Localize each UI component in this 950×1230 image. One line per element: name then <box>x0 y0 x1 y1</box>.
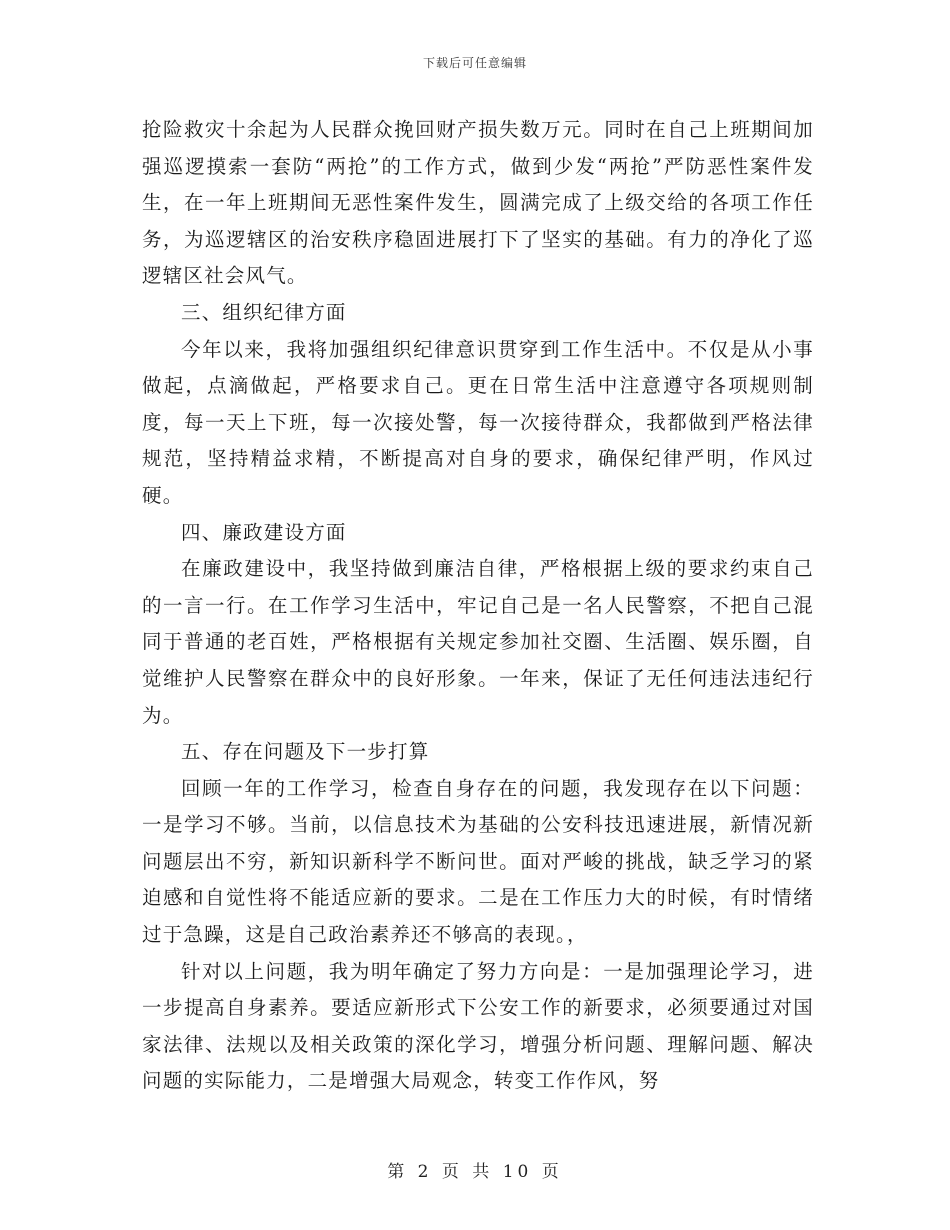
section-heading-integrity: 四、廉政建设方面 <box>181 520 347 544</box>
page-header: 下载后可任意编辑 <box>422 56 527 70</box>
page-number-footer: 第 2 页 共 10 页 <box>387 1162 563 1182</box>
section-heading-problems: 五、存在问题及下一步打算 <box>181 740 430 764</box>
document-body <box>142 112 814 1100</box>
paragraph-next-steps: 针对以上问题，我为明年确定了努力方向是：一是加强理论学习，进一步提高自身素养。要适应新形式下公安工作的新要求，必须要通过对国家法律、法规以及相关政策的深化学习，增强分析问题、理解问题、解决问题的实际能力，二是增强大局观念，转变工作作风，努 <box>142 959 814 1093</box>
paragraph-problems: 回顾一年的工作学习，检查自身存在的问题，我发现存在以下问题：一是学习不够。当前，以信息技术为基础的公安科技迅速进展，新情况新问题层出不穷，新知识新科学不断问世。面对严峻的挑战，缺乏学习的紧迫感和自觉性将不能适应新的要求。二是在工作压力大的时候，有时情绪过于急躁，这是自己政治素养还不够高的表现。， <box>142 776 814 947</box>
paragraph-integrity: 在廉政建设中，我坚持做到廉洁自律，严格根据上级的要求约束自己的一言一行。在工作学习生活中，牢记自己是一名人民警察，不把自己混同于普通的老百姓，严格根据有关规定参加社交圈、生活圈、娱乐圈，自觉维护人民警察在群众中的良好形象。一年来，保证了无任何违法违纪行为。 <box>142 557 814 727</box>
section-heading-discipline: 三、组织纪律方面 <box>181 300 347 324</box>
paragraph-continuation: 抢险救灾十余起为人民群众挽回财产损失数万元。同时在自己上班期间加强巡逻摸索一套防“两抢”的工作方式，做到少发“两抢”严防恶性案件发生，在一年上班期间无恶性案件发生，圆满完成了上级交给的各项工作任务，为巡逻辖区的治安秩序稳固进展打下了坚实的基础。有力的净化了巡逻辖区社会风气。 <box>142 118 814 288</box>
paragraph-discipline: 今年以来，我将加强组织纪律意识贯穿到工作生活中。不仅是从小事做起，点滴做起，严格要求自己。更在日常生活中注意遵守各项规则制度，每一天上下班，每一次接处警，每一次接待群众，我都做到严格法律规范，坚持精益求精，不断提高对自身的要求，确保纪律严明，作风过硬。 <box>142 337 814 507</box>
